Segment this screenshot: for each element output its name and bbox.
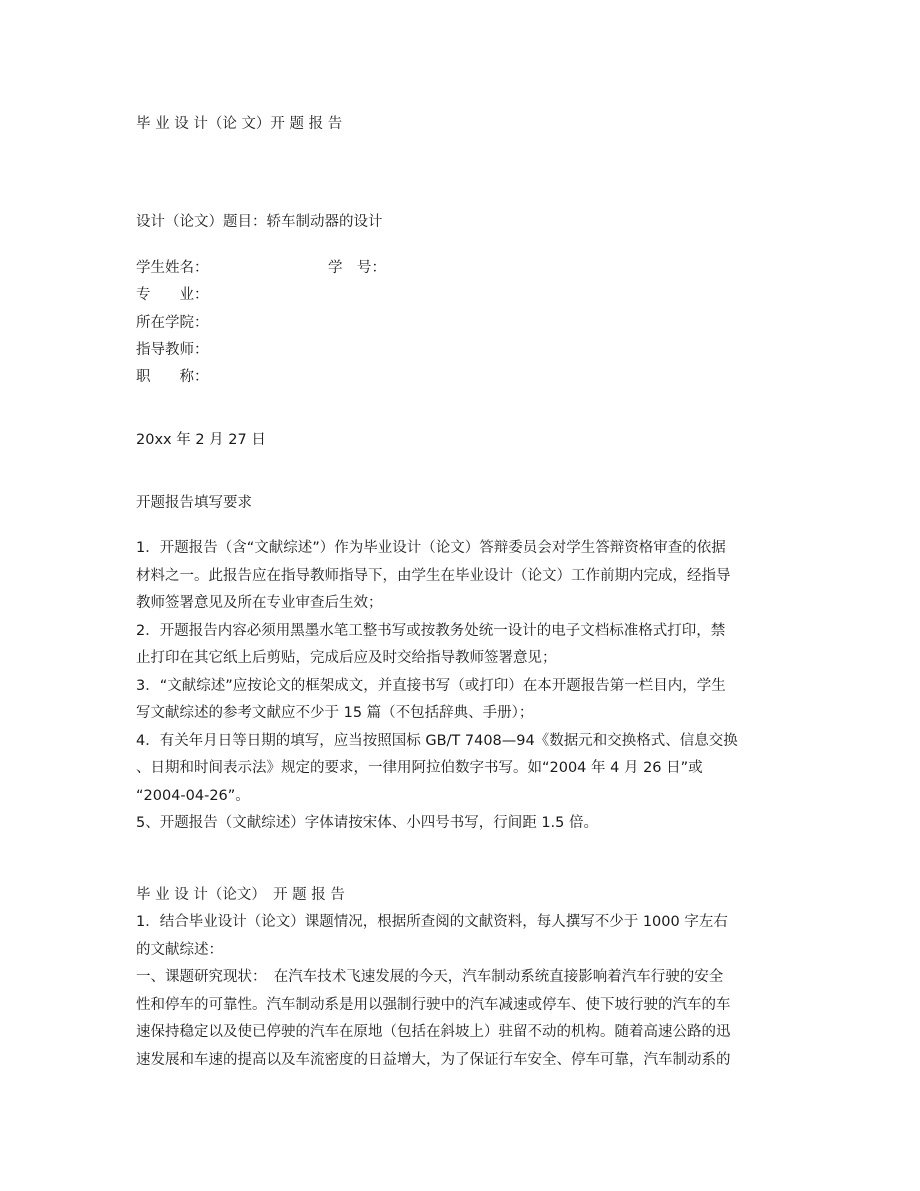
body-line: 的文献综述： — [136, 941, 223, 958]
advisor-label: 指导教师： — [136, 342, 209, 358]
requirement-line: 4．有关年月日等日期的填写，应当按照国标 GB/T 7408—94《数据元和交换格式、信息交换 — [136, 732, 738, 749]
student-id-label: 学 号： — [328, 260, 386, 276]
requirement-line: 教师签署意见及所在专业审查后生效； — [136, 595, 383, 611]
requirement-line: 1．开题报告（含“文献综述”）作为毕业设计（论文）答辩委员会对学生答辩资格审查的依据 — [136, 540, 726, 556]
body-line: 1．结合毕业设计（论文）课题情况，根据所查阅的文献资料，每人撰写不少于 1000 字左右 — [136, 914, 728, 930]
body-line: 速保持稳定以及使已停驶的汽车在原地（包括在斜坡上）驻留不动的机构。随着高速公路的迅 — [136, 1024, 731, 1040]
body-line: 速发展和车速的提高以及车流密度的日益增大，为了保证行车安全、停车可靠，汽车制动系的 — [136, 1051, 731, 1068]
body-line: 性和停车的可靠性。汽车制动系是用以强制行驶中的汽车减速或停车、使下坡行驶的汽车的车 — [136, 996, 731, 1013]
topic-line: 设计（论文）题目：轿车制动器的设计 — [136, 214, 383, 230]
body-line: 一、课题研究现状： 在汽车技术飞速发展的今天，汽车制动系统直接影响着汽车行驶的安全 — [136, 969, 724, 985]
student-name-label: 学生姓名： — [136, 260, 209, 276]
major-label: 专 业： — [136, 287, 209, 303]
requirement-line: 5、开题报告（文献综述）字体请按宋体、小四号书写，行间距 1.5 倍。 — [136, 815, 599, 831]
literature-review-text — [136, 909, 786, 1074]
college-label: 所在学院： — [136, 315, 209, 331]
requirements-list — [136, 535, 786, 838]
requirements-heading: 开题报告填写要求 — [136, 495, 252, 511]
requirement-line: 材料之一。此报告应在指导教师指导下，由学生在毕业设计（论文）工作前期内完成，经指导 — [136, 567, 731, 584]
requirement-line: 写文献综述的参考文献应不少于 15 篇（不包括辞典、手册）； — [136, 705, 534, 721]
report-title: 毕 业 设 计（论 文）开 题 报 告 — [136, 116, 343, 132]
title-rank-label: 职 称： — [136, 369, 209, 385]
requirement-line: “2004-04-26”。 — [136, 787, 250, 804]
requirement-line: 3．“文献综述”应按论文的框架成文，并直接书写（或打印）在本开题报告第一栏目内，学生 — [136, 677, 726, 694]
requirement-line: 止打印在其它纸上后剪贴，完成后应及时交给指导教师签署意见； — [136, 650, 557, 666]
section-heading: 毕 业 设 计（论文） 开 题 报 告 — [136, 887, 345, 903]
requirement-line: 、日期和时间表示法》规定的要求，一律用阿拉伯数字书写。如“2004 年 4 月 26 日”或 — [136, 760, 703, 776]
requirement-line: 2．开题报告内容必须用黑墨水笔工整书写或按教务处统一设计的电子文档标准格式打印，禁 — [136, 622, 726, 639]
report-date: 20xx 年 2 月 27 日 — [136, 432, 266, 448]
